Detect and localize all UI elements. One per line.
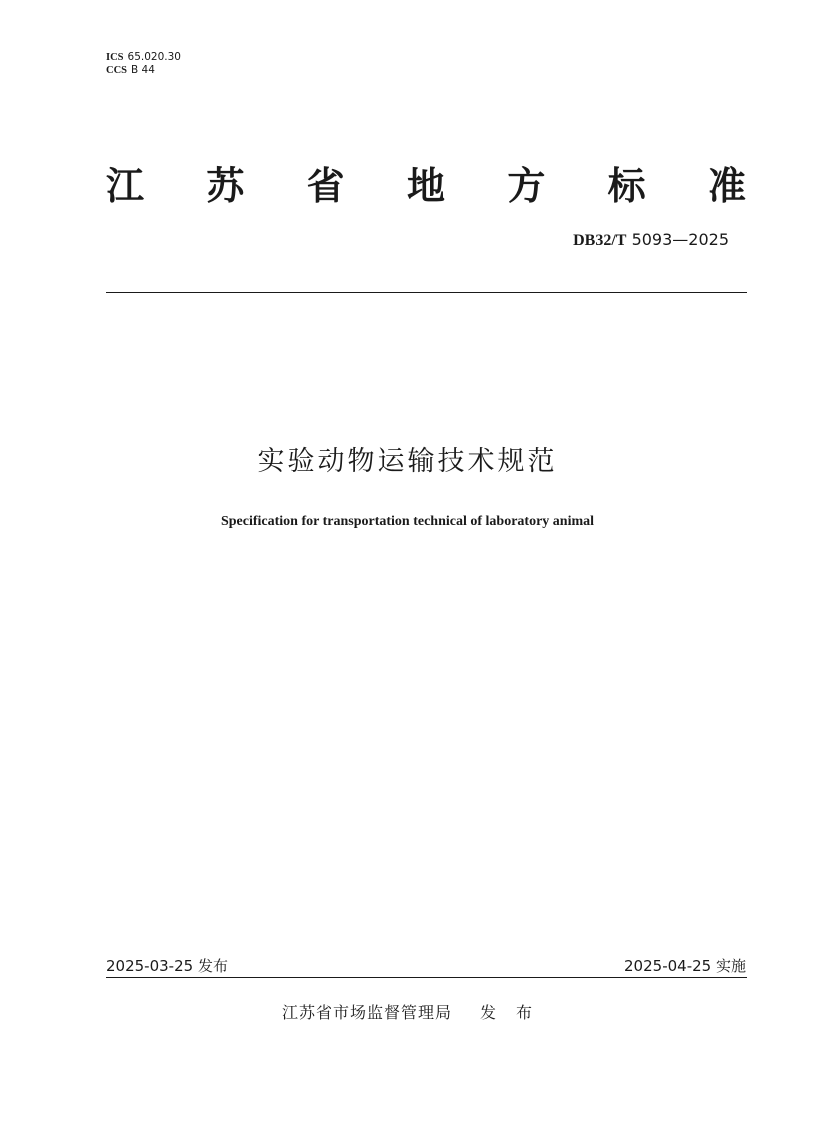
implementation-date: [624, 956, 746, 976]
standard-type-char: 苏: [206, 164, 245, 208]
standard-type-heading: [106, 160, 746, 212]
ics-label: ICS: [106, 52, 124, 63]
ics-value: 65.020.30: [127, 51, 181, 63]
implementation-date-value: 2025-04-25: [624, 957, 712, 975]
footer-divider: [106, 977, 747, 978]
issue-date-label: 发布: [197, 957, 228, 975]
standard-type-char: 准: [707, 164, 746, 208]
publisher-name: 江苏省市场监督管理局: [282, 1003, 453, 1022]
ccs-code: [106, 64, 181, 77]
document-title-english: Specification for transportation technical of laboratory animal: [220, 514, 595, 529]
standard-number: [573, 230, 729, 251]
standard-type-char: 方: [507, 164, 546, 208]
standard-type-char: 地: [406, 164, 445, 208]
issue-date: [106, 956, 228, 976]
ics-code: [106, 51, 181, 64]
ccs-label: CCS: [106, 65, 128, 76]
ccs-value: B 44: [131, 64, 155, 76]
header-divider: [106, 292, 747, 293]
standard-type-char: 省: [306, 164, 345, 208]
implementation-date-label: 实施: [715, 957, 746, 975]
standard-number-prefix: DB32/T: [573, 232, 627, 249]
standard-type-char: 江: [106, 164, 145, 208]
standard-number-digits: 5093—2025: [631, 230, 729, 249]
issue-date-value: 2025-03-25: [106, 957, 194, 975]
classification-codes: [106, 51, 181, 77]
document-title-chinese: 实验动物运输技术规范: [257, 446, 558, 477]
publisher-action: 发布: [480, 1003, 553, 1022]
publisher-line: [282, 1002, 552, 1024]
standard-type-char: 标: [607, 164, 646, 208]
